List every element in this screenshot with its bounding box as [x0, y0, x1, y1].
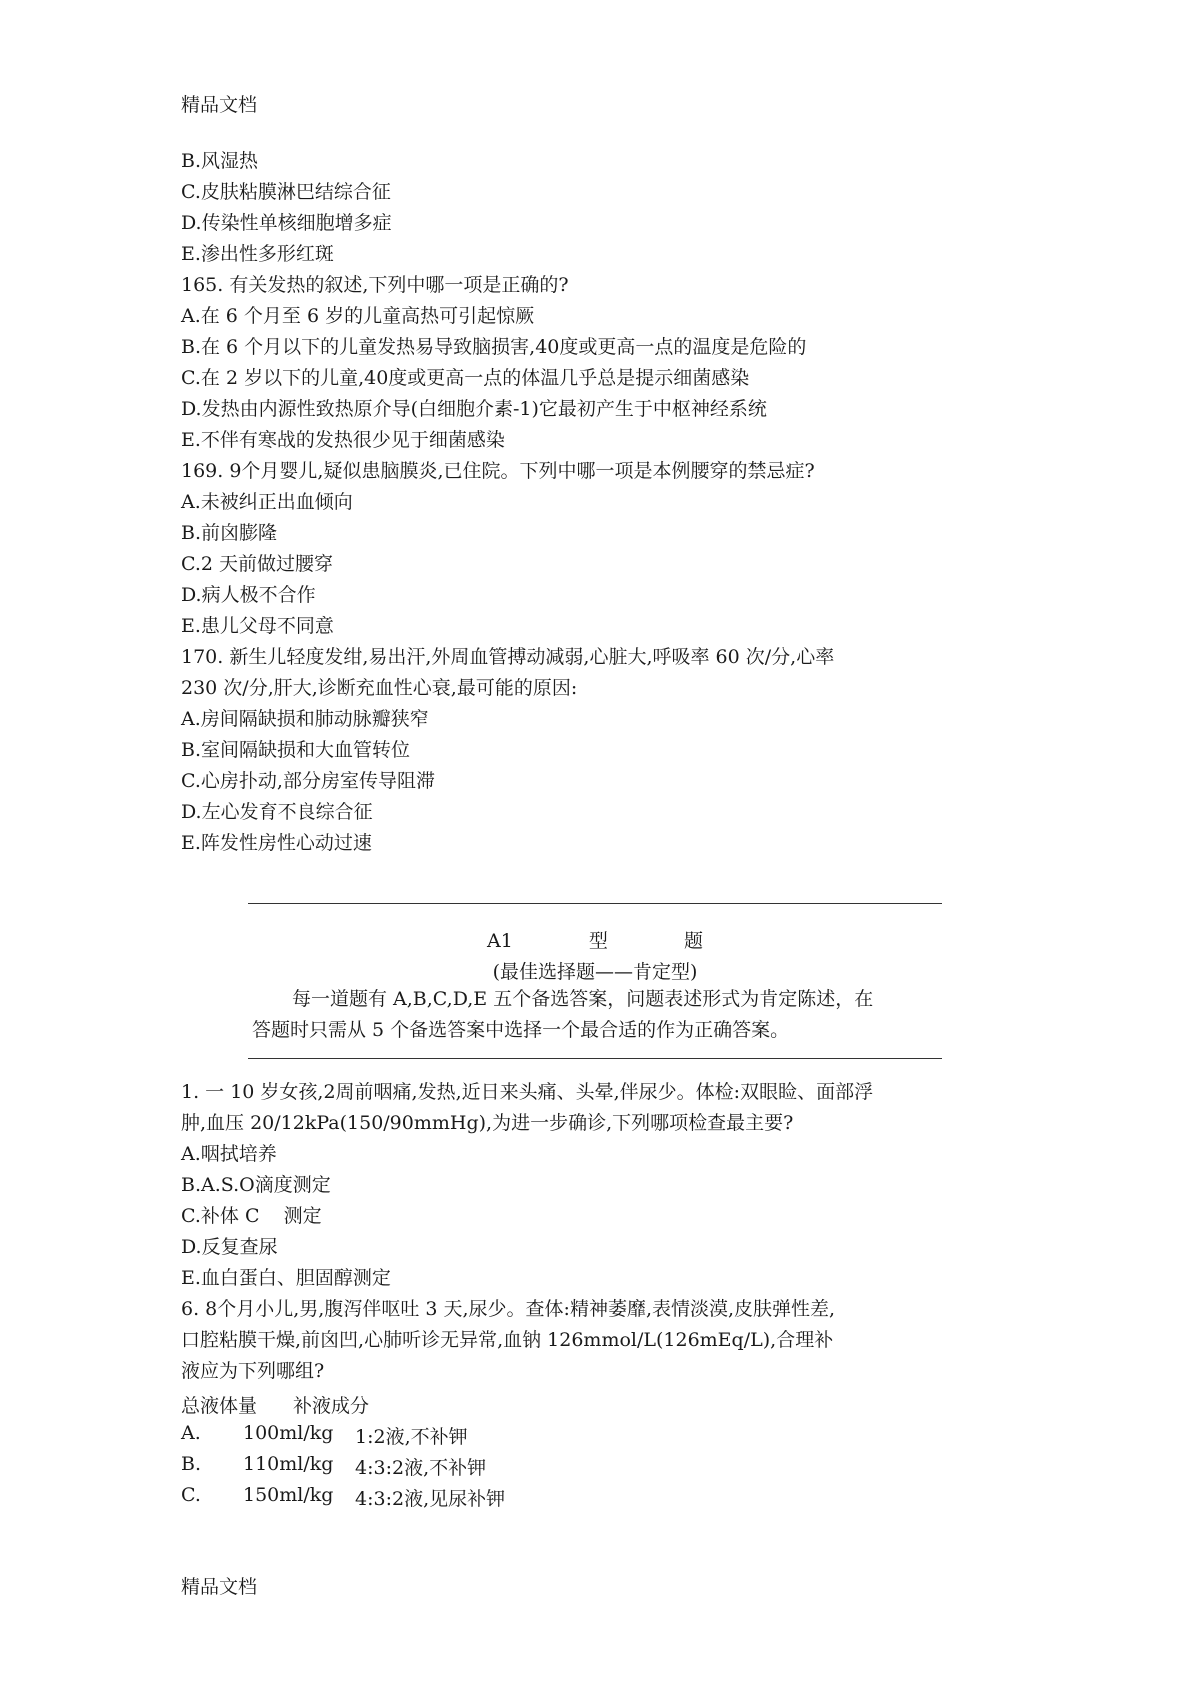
option-line: A.房间隔缺损和肺动脉瓣狭窄	[181, 708, 429, 730]
question-line: 165. 有关发热的叙述,下列中哪一项是正确的?	[181, 274, 569, 296]
option-line: D.传染性单核细胞增多症	[181, 212, 392, 234]
question-line: 170. 新生儿轻度发绀,易出汗,外周血管搏动减弱,心脏大,呼吸率 60 次/分,心率	[181, 646, 835, 668]
option-line: D.发热由内源性致热原介导(白细胞介素-1)它最初产生于中枢神经系统	[181, 398, 767, 420]
question-line: 口腔粘膜干燥,前囟凹,心肺听诊无异常,血钠 126mmol/L(126mEq/L),合理补	[181, 1329, 834, 1351]
section-intro	[252, 984, 942, 1046]
option-line: D.反复查尿	[181, 1236, 278, 1258]
section-title-part: 型	[588, 930, 608, 952]
option-line: C.补体 C 测定	[181, 1205, 322, 1227]
section-title-part: A1	[487, 930, 513, 952]
question-line: 肿,血压 20/12kPa(150/90mmHg),为进一步确诊,下列哪项检查最主要?	[181, 1112, 794, 1134]
question-line: 230 次/分,肝大,诊断充血性心衰,最可能的原因:	[181, 677, 578, 699]
volume-cell: 100ml/kg	[243, 1422, 334, 1444]
option-line: C.在 2 岁以下的儿童,40度或更高一点的体温几乎总是提示细菌感染	[181, 367, 750, 389]
option-label: C.	[181, 1484, 201, 1506]
option-line: E.阵发性房性心动过速	[181, 832, 372, 854]
composition-cell: 4:3:2液,见尿补钾	[355, 1488, 506, 1510]
composition-cell: 1:2液,不补钾	[355, 1426, 468, 1448]
page-header: 精品文档	[181, 94, 258, 116]
option-line: B.风湿热	[181, 150, 259, 172]
option-line: A.未被纠正出血倾向	[181, 491, 353, 513]
section-subtitle: (最佳选择题——肯定型)	[492, 961, 698, 983]
option-line: B.在 6 个月以下的儿童发热易导致脑损害,40度或更高一点的温度是危险的	[181, 336, 807, 358]
option-line: D.左心发育不良综合征	[181, 801, 373, 823]
intro-line: 每一道题有 A,B,C,D,E 五个备选答案，问题表述形式为肯定陈述，在	[292, 988, 874, 1010]
question-line: 169. 9个月婴儿,疑似患脑膜炎,已住院。下列中哪一项是本例腰穿的禁忌症?	[181, 460, 815, 482]
option-line: C.心房扑动,部分房室传导阻滞	[181, 770, 435, 792]
option-line: C.皮肤粘膜淋巴结综合征	[181, 181, 391, 203]
volume-cell: 150ml/kg	[243, 1484, 334, 1506]
option-label: B.	[181, 1453, 202, 1475]
question-line: 液应为下列哪组?	[181, 1360, 325, 1382]
table-header: 补液成分	[293, 1395, 370, 1417]
section-top-rule	[248, 903, 942, 904]
volume-cell: 110ml/kg	[243, 1453, 334, 1475]
intro-line: 答题时只需从 5 个备选答案中选择一个最合适的作为正确答案。	[252, 1019, 790, 1041]
option-label: A.	[181, 1422, 201, 1444]
option-line: E.血白蛋白、胆固醇测定	[181, 1267, 391, 1289]
option-line: E.不伴有寒战的发热很少见于细菌感染	[181, 429, 505, 451]
section-bottom-rule	[248, 1058, 942, 1059]
option-line: E.渗出性多形红斑	[181, 243, 334, 265]
option-line: D.病人极不合作	[181, 584, 316, 606]
question-line: 6. 8个月小儿,男,腹泻伴呕吐 3 天,尿少。查体:精神萎靡,表情淡漠,皮肤弹性差,	[181, 1298, 836, 1320]
page-footer: 精品文档	[181, 1576, 258, 1598]
option-line: B.A.S.O滴度测定	[181, 1174, 331, 1196]
option-line: E.患儿父母不同意	[181, 615, 334, 637]
option-line: B.前囟膨隆	[181, 522, 278, 544]
question-line: 1. 一 10 岁女孩,2周前咽痛,发热,近日来头痛、头晕,伴尿少。体检:双眼睑、面部浮	[181, 1081, 874, 1103]
option-line: C.2 天前做过腰穿	[181, 553, 334, 575]
composition-cell: 4:3:2液,不补钾	[355, 1457, 487, 1479]
table-header: 总液体量	[181, 1395, 258, 1417]
option-line: B.室间隔缺损和大血管转位	[181, 739, 411, 761]
option-line: A.在 6 个月至 6 岁的儿童高热可引起惊厥	[181, 305, 535, 327]
section-title-part: 题	[683, 930, 703, 952]
option-line: A.咽拭培养	[181, 1143, 277, 1165]
section-title	[248, 926, 942, 953]
